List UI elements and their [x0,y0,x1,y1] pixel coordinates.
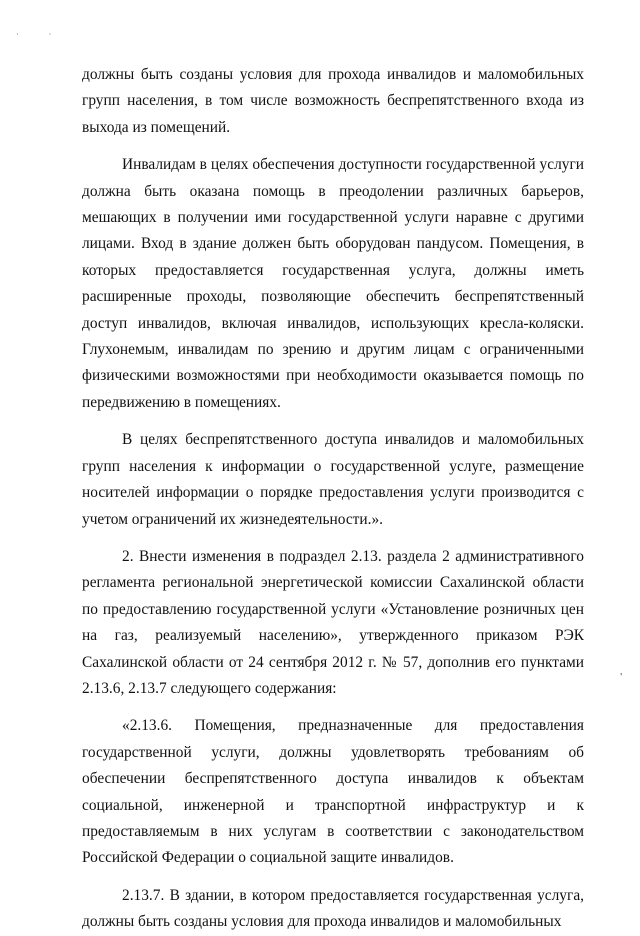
paragraph-4: 2. Внести изменения в подраздел 2.13. раздела 2 административного регламента региональной энергетической комиссии Сахалинской области по предоставлению государственной услуги «Установление розничных цен на газ, реализуемый населению», утвержденного приказом РЭК Сахалинской области от 24 сентября 2012 г. № 57, дополнив его пунктами 2.13.6, 2.13.7 следующего содержания: [82,547,584,697]
scan-mark: ' [620,672,622,683]
document-body [82,62,584,936]
paragraph-5: «2.13.6. Помещения, предназначенные для предоставления государственной услуги, должны удовлетворять требованиям об обеспечении беспрепятственного доступа инвалидов к объектам социальной, инженерной и транспортной инфраструктур и к предоставляемым в них услугам в соответствии с законодательством Российской Федерации о социальной защите инвалидов. [82,717,584,867]
paragraph-2: Инвалидам в целях обеспечения доступности государственной услуги должна быть оказана помощь в преодолении различных барьеров, мешающих в получении ими государственной услуги наравне с другими лицами. Вход в здание должен быть оборудован пандусом. Помещения, в которых предоставляется государственная услуга, должны иметь расширенные проходы, позволяющие обеспечить беспрепятственный доступ инвалидов, включая инвалидов, использующих кресла-коляски. Глухонемым, инвалидам по зрению и другим лицам с ограниченными физическими возможностями при необходимости оказывается помощь по передвижению в помещениях. [82,156,584,411]
paragraph-6: 2.13.7. В здании, в котором предоставляется государственная услуга, должны быть созданы условия для прохода инвалидов и маломобильных [82,886,584,931]
paragraph-3: В целях беспрепятственного доступа инвалидов и маломобильных групп населения к информации о государственной услуге, размещение носителей информации о порядке предоставления услуги производится с учетом ограничений их жизнедеятельности.». [82,431,584,528]
scan-specks: · · [16,30,66,39]
paragraph-1: должны быть созданы условия для прохода инвалидов и маломобильных групп населения, в том числе возможность беспрепятственного входа из выхода из помещений. [82,66,584,136]
